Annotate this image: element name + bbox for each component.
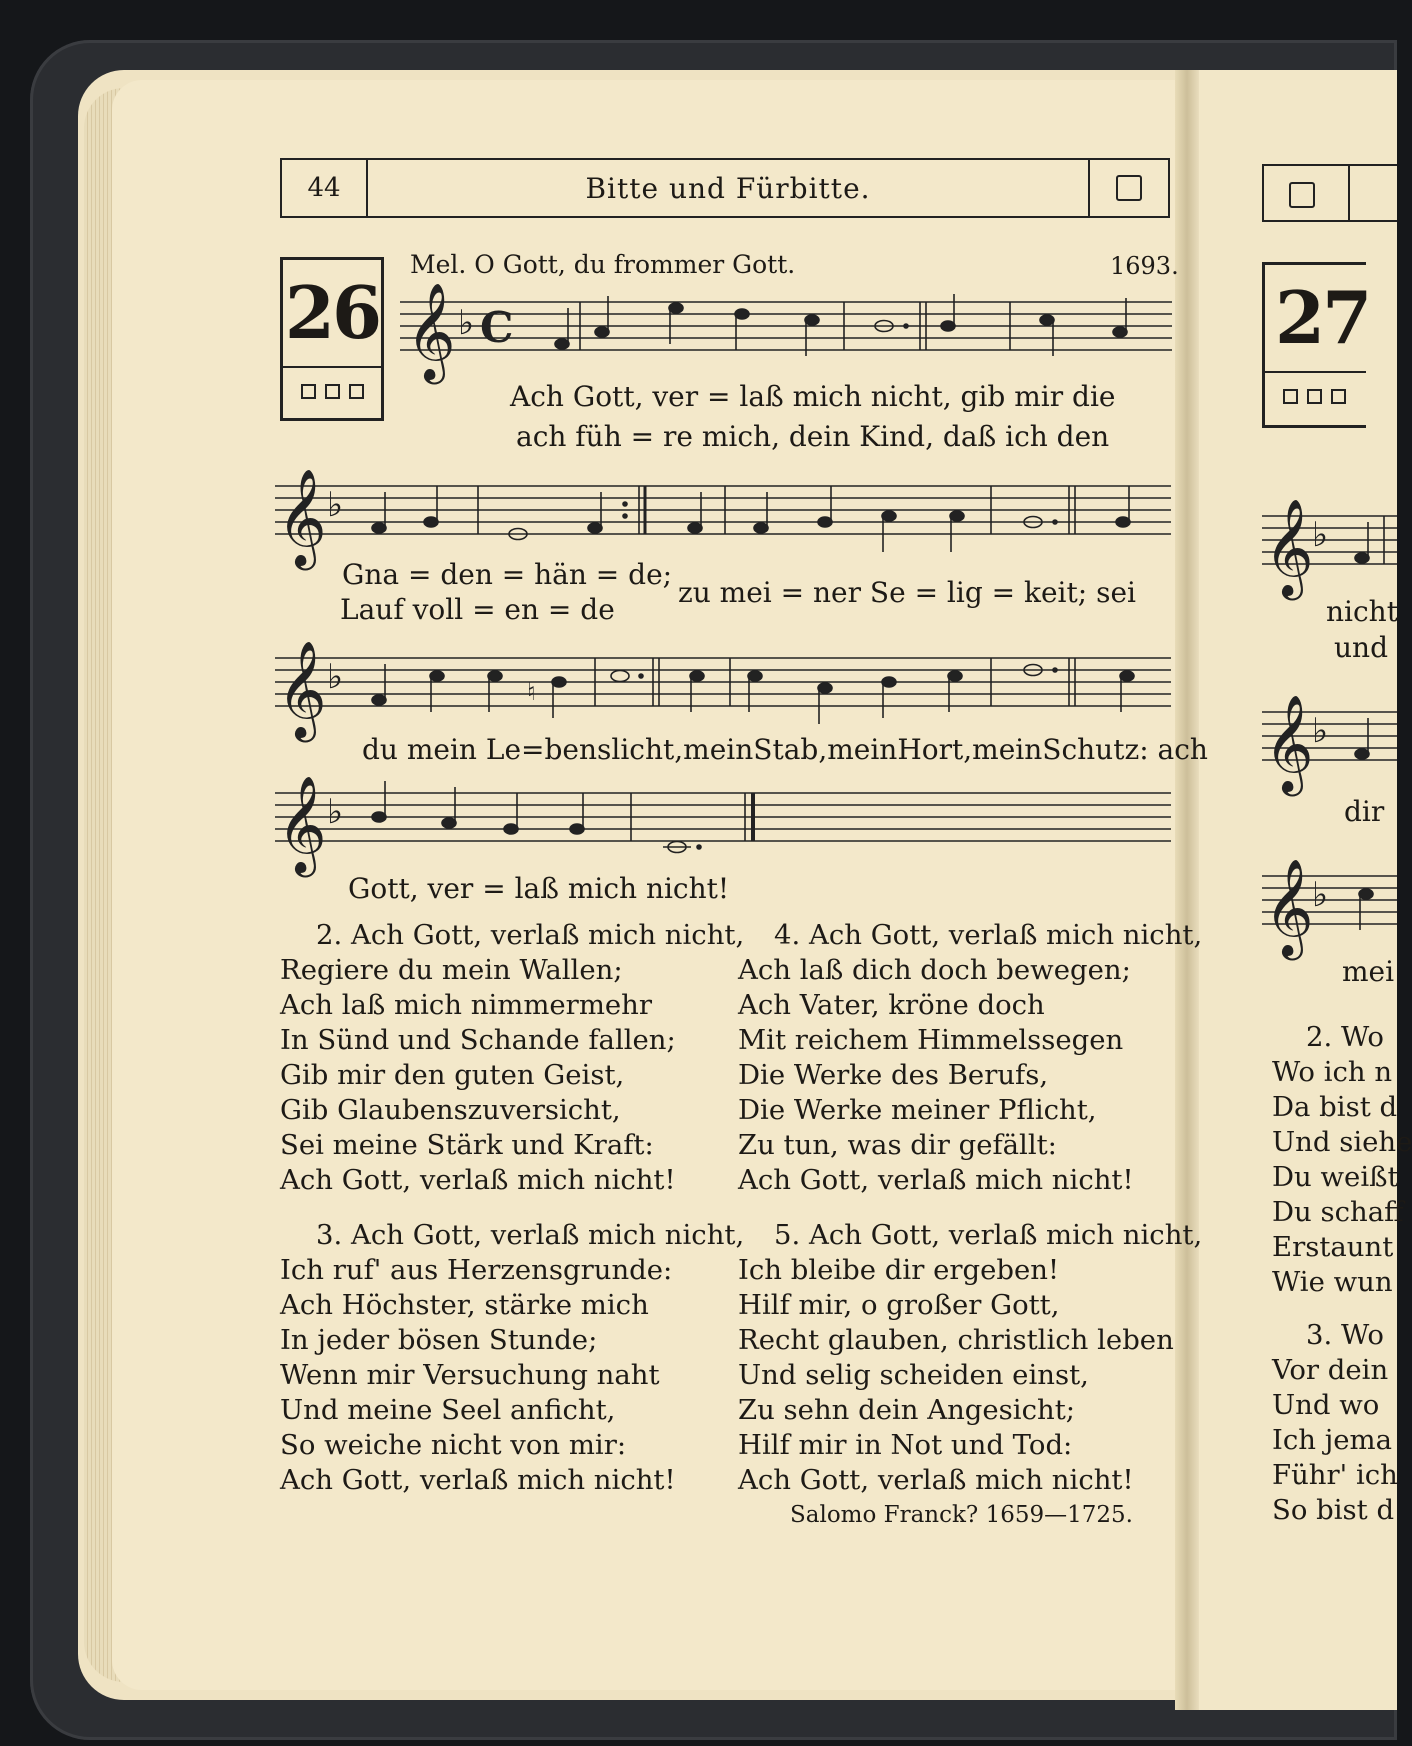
music-staff-2 <box>275 468 1175 566</box>
right-lyric-3: dir <box>1344 795 1385 828</box>
verse-3: 3. Ach Gott, verlaß mich nicht, Ich ruf' aus Herzensgrunde: Ach Höchster, stärke mich In jeder bösen Stunde; Wenn mir Versuchung naht Und meine Seel anficht, So weiche nicht von mir: Ach Gott, verlaß mich nicht! <box>280 1219 745 1496</box>
music-staff-3 <box>275 640 1175 738</box>
svg-text:♮: ♮ <box>527 678 536 706</box>
header-box-icon <box>1289 182 1315 208</box>
hymn-squares-icon <box>283 384 381 399</box>
svg-text:C: C <box>480 303 514 352</box>
lyric-line-1b: ach füh = re mich, dein Kind, daß ich den <box>516 420 1110 453</box>
verse-2: 2. Ach Gott, verlaß mich nicht, Regiere du mein Wallen; Ach laß mich nimmermehr In Sünd und Schande fallen; Gib mir den guten Geist, Gib Glaubenszuversicht, Sei meine Stärk und Kraft: Ach Gott, verlaß mich nicht! <box>280 919 745 1196</box>
treble-clef-icon: 𝄞 <box>277 640 327 738</box>
verse-5: 5. Ach Gott, verlaß mich nicht, Ich bleibe dir ergeben! Hilf mir, o großer Gott, Recht glauben, christlich leben Und selig scheiden einst, Zu sehn dein Angesicht; Hilf mir in Not und Tod: Ach Gott, verlaß mich nicht! <box>738 1219 1203 1496</box>
svg-text:♭: ♭ <box>1312 515 1329 555</box>
melody-line: Mel. O Gott, du frommer Gott. <box>410 250 796 279</box>
lyric-line-3: du mein Le=benslicht,meinStab,meinHort,meinSchutz: ach <box>362 733 1208 766</box>
lyric-line-2c: zu mei = ner Se = lig = keit; sei <box>678 576 1136 609</box>
svg-text:𝄞: 𝄞 <box>1264 498 1314 596</box>
music-staff-4 <box>275 775 1175 875</box>
treble-clef-icon: 𝄞 <box>277 775 327 873</box>
svg-text:♭: ♭ <box>327 657 344 697</box>
treble-clef-icon: 𝄞 <box>406 282 456 380</box>
right-hymn-number: 27 <box>1265 265 1366 373</box>
svg-text:♭: ♭ <box>1312 711 1329 751</box>
svg-text:𝄞: 𝄞 <box>1264 858 1314 956</box>
right-lyric-1: nicht <box>1326 595 1398 628</box>
right-verse-2: 2. Wo Wo ich n Da bist d Und siehe Du weißt Du schaff Erstaunt Wie wun <box>1272 1021 1412 1298</box>
verse-4: 4. Ach Gott, verlaß mich nicht, Ach laß dich doch bewegen; Ach Vater, kröne doch Mit reichem Himmelssegen Die Werke des Berufs, Die Werke meiner Pflicht, Zu tun, was dir gefällt: Ach Gott, verlaß mich nicht! <box>738 919 1203 1196</box>
right-staff-1 <box>1262 498 1397 596</box>
svg-text:𝄞: 𝄞 <box>1264 694 1314 792</box>
lyric-line-2b: Lauf voll = en = de <box>340 593 615 626</box>
right-page-header <box>1262 164 1397 222</box>
right-lyric-2: und <box>1334 631 1388 664</box>
lyric-line-4: Gott, ver = laß mich nicht! <box>348 872 730 905</box>
lyric-line-1a: Ach Gott, ver = laß mich nicht, gib mir die <box>510 380 1116 413</box>
right-verse-3: 3. Wo Vor dein Und wo Ich jema Führ' ich So bist d <box>1272 1319 1398 1526</box>
music-staff-1 <box>400 282 1175 380</box>
header-box-icon <box>1088 160 1168 216</box>
right-staff-3 <box>1262 858 1397 956</box>
hymn-number: 26 <box>283 260 381 368</box>
hymn-year: 1693. <box>1110 252 1179 280</box>
svg-text:♭: ♭ <box>327 485 344 525</box>
svg-text:♭: ♭ <box>327 792 344 832</box>
page-number: 44 <box>282 160 368 216</box>
svg-text:♭: ♭ <box>1312 875 1329 915</box>
hymn-squares-icon <box>1265 389 1366 404</box>
right-staff-2 <box>1262 694 1397 792</box>
treble-clef-icon: 𝄞 <box>277 468 327 566</box>
author-credit: Salomo Franck? 1659—1725. <box>790 1502 1133 1528</box>
right-hymn-number-box <box>1262 262 1370 428</box>
hymn-number-box <box>280 257 384 421</box>
lyric-line-2a: Gna = den = hän = de; <box>342 558 673 591</box>
right-lyric-4: mei <box>1342 955 1395 988</box>
svg-text:♭: ♭ <box>458 303 475 343</box>
page-header <box>280 158 1170 218</box>
section-title: Bitte und Fürbitte. <box>585 171 871 205</box>
